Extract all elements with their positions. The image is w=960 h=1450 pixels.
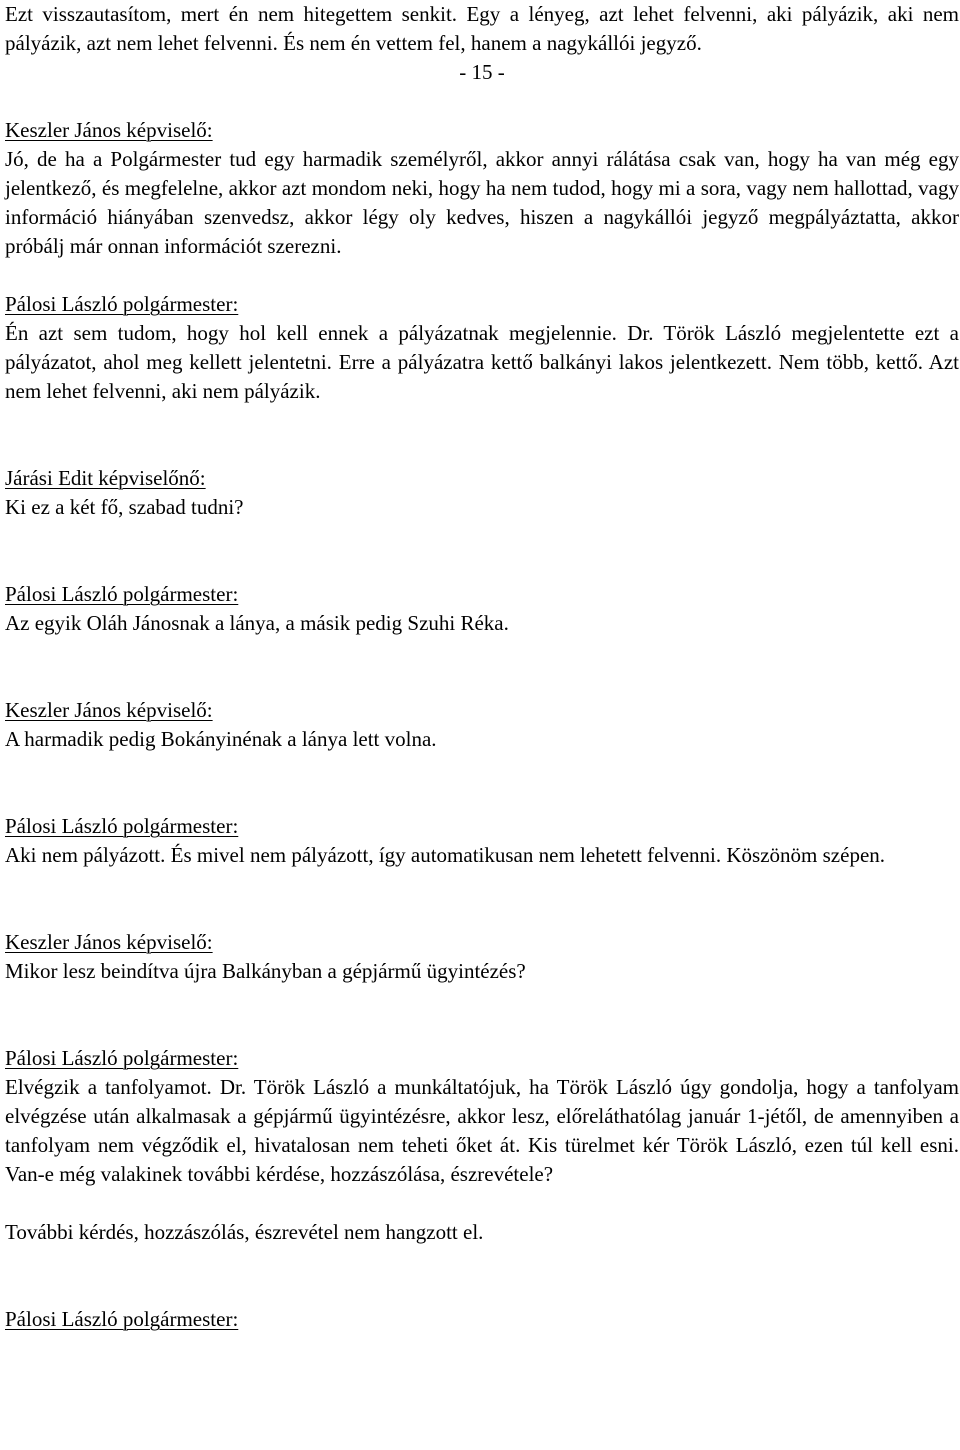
speaker-label: Pálosi László polgármester: [5,292,239,316]
speech-paragraph: Jó, de ha a Polgármester tud egy harmadik személyről, akkor annyi rálátása csak van, hogy ha van még egy jelentkező, és megfelelne, akkor azt mondom neki, hogy ha nem tudod, hogy mi a sora, vagy nem hallottad, vagy információ hiányában szenvedsz, akkor légy oly kedves, hiszen a nagykállói jegyző megpályáztatta, akkor próbálj már onnan információt szerezni. [5,147,959,258]
speaker-label: Járási Edit képviselőnő: [5,466,206,490]
spacer [5,261,959,290]
spacer [5,986,959,1044]
speaker-label: Pálosi László polgármester: [5,1046,239,1070]
speech-paragraph: Én azt sem tudom, hogy hol kell ennek a pályázatnak megjelennie. Dr. Török László megjelentette ezt a pályázatot, ahol meg kellett jelentetni. Erre a pályázatra kettő balkányi lakos jelentkezett. Nem több, kettő. Azt nem lehet felvenni, aki nem pályázik. [5,321,959,403]
document-page [5,0,959,1334]
speaker-label: Keszler János képviselő: [5,698,213,722]
spacer [5,870,959,928]
intro-paragraph: Ezt visszautasítom, mert én nem hitegettem senkit. Egy a lényeg, azt lehet felvenni, aki pályázik, aki nem pályázik, azt nem lehet felvenni. És nem én vettem fel, hanem a nagykállói jegyző. [5,2,959,55]
speaker-label: Keszler János képviselő: [5,930,213,954]
spacer [5,522,959,580]
spacer [5,1189,959,1218]
speaker-label: Keszler János képviselő: [5,118,213,142]
speaker-label: Pálosi László polgármester: [5,582,239,606]
spacer [5,1247,959,1305]
final-speaker-label: Pálosi László polgármester: [5,1307,239,1331]
speech-paragraph: Az egyik Oláh Jánosnak a lánya, a másik pedig Szuhi Réka. [5,611,509,635]
spacer [5,406,959,464]
speech-paragraph: Mikor lesz beindítva újra Balkányban a gépjármű ügyintézés? [5,959,526,983]
speech-paragraph: Ki ez a két fő, szabad tudni? [5,495,244,519]
speech-paragraph: Aki nem pályázott. És mivel nem pályázott, így automatikusan nem lehetett felvenni. Köszönöm szépen. [5,843,886,867]
page-number: - 15 - [459,60,505,84]
speaker-label: Pálosi László polgármester: [5,814,239,838]
spacer [5,754,959,812]
spacer [5,87,959,116]
speech-paragraph: A harmadik pedig Bokányinénak a lánya lett volna. [5,727,437,751]
speech-paragraph: Elvégzik a tanfolyamot. Dr. Török László a munkáltatójuk, ha Török László úgy gondolja, hogy a tanfolyam elvégzése után alkalmasak a gépjármű ügyintézésre, akkor lesz, előreláthatólag január 1-jétől, de amennyiben a tanfolyam nem végződik el, hivatalosan nem teheti őket át. Kis türelmet kér Török László, ezen túl kell esni. Van-e még valakinek további kérdése, hozzászólása, észrevétele? [5,1075,959,1186]
closing-note: További kérdés, hozzászólás, észrevétel nem hangzott el. [5,1220,484,1244]
spacer [5,638,959,696]
